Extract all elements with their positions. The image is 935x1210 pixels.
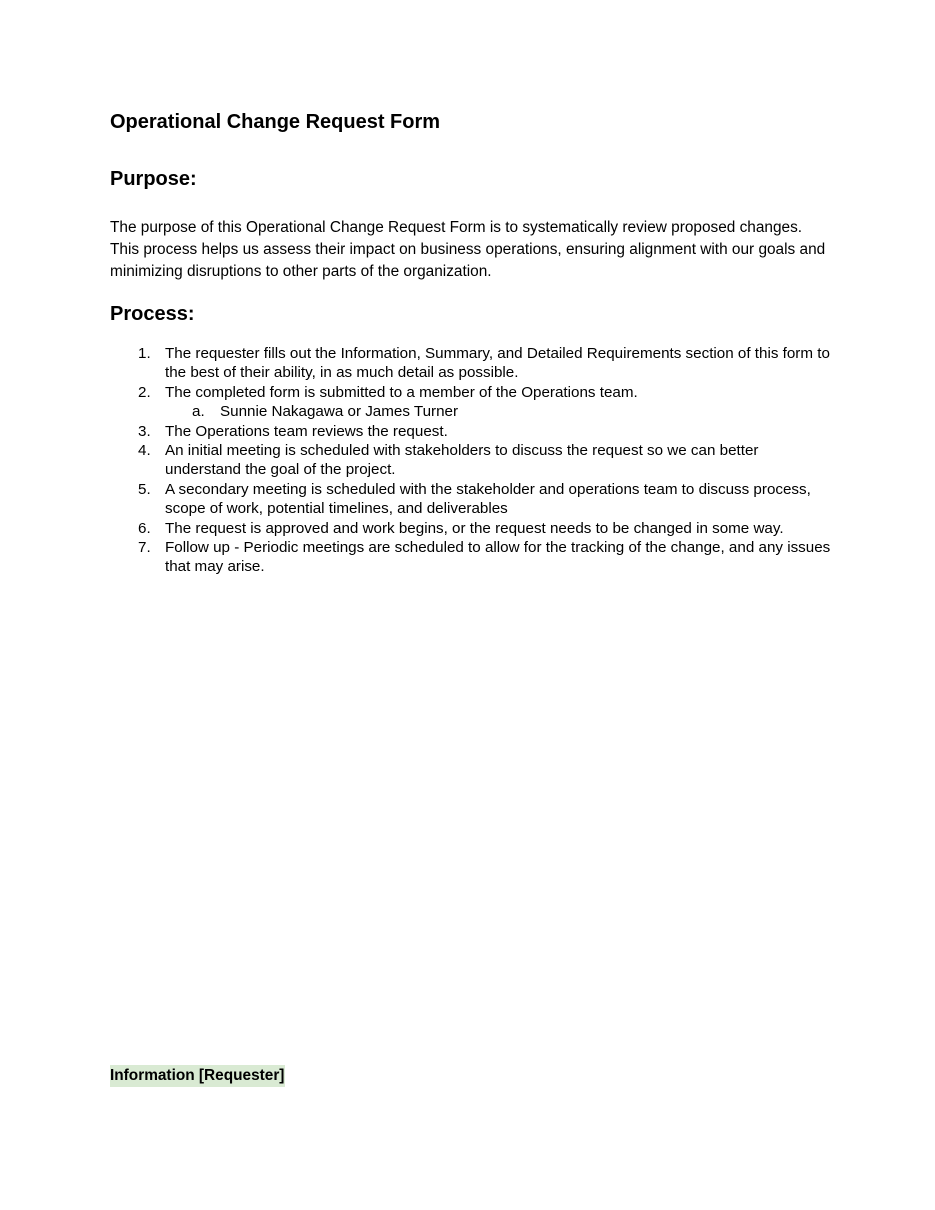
step-number: 2. <box>138 383 151 401</box>
process-step <box>110 344 835 383</box>
process-step <box>110 519 835 538</box>
purpose-heading: Purpose: <box>110 168 197 190</box>
step-number: 7. <box>138 539 151 557</box>
step-text: The completed form is submitted to a member of the Operations team. <box>165 383 638 401</box>
step-text: An initial meeting is scheduled with stakeholders to discuss the request so we can better understand the goal of the project. <box>165 442 759 479</box>
step-number: 4. <box>138 442 151 460</box>
process-step <box>110 538 835 577</box>
step-text: The request is approved and work begins, or the request needs to be changed in some way. <box>165 519 784 537</box>
substep-letter: a. <box>192 403 205 421</box>
document-title: Operational Change Request Form <box>110 111 441 133</box>
purpose-paragraph: The purpose of this Operational Change Request Form is to systematically review proposed changes. This process helps us assess their impact on business operations, ensuring alignment with our goals and minimizing disruptions to other parts of the organization. <box>110 219 826 280</box>
process-step <box>110 480 835 519</box>
process-substeps-list <box>165 402 835 421</box>
step-number: 1. <box>138 345 151 362</box>
step-number: 5. <box>138 480 151 498</box>
process-substep <box>165 402 835 421</box>
process-step <box>110 383 835 422</box>
information-requester-heading: Information [Requester] <box>110 1065 285 1087</box>
process-heading: Process: <box>110 303 195 325</box>
step-number: 6. <box>138 519 151 537</box>
process-steps-list <box>110 344 835 577</box>
substep-text: Sunnie Nakagawa or James Turner <box>220 403 459 421</box>
process-step <box>110 422 835 441</box>
step-text: A secondary meeting is scheduled with the stakeholder and operations team to discuss process, scope of work, potential timelines, and deliverables <box>165 480 811 518</box>
step-text: The requester fills out the Information, Summary, and Detailed Requirements section of this form to the best of their ability, in as much detail as possible. <box>165 345 830 382</box>
step-text: Follow up - Periodic meetings are scheduled to allow for the tracking of the change, and any issues that may arise. <box>165 539 831 576</box>
step-number: 3. <box>138 422 151 440</box>
step-text: The Operations team reviews the request. <box>165 422 448 440</box>
process-step <box>110 441 835 480</box>
